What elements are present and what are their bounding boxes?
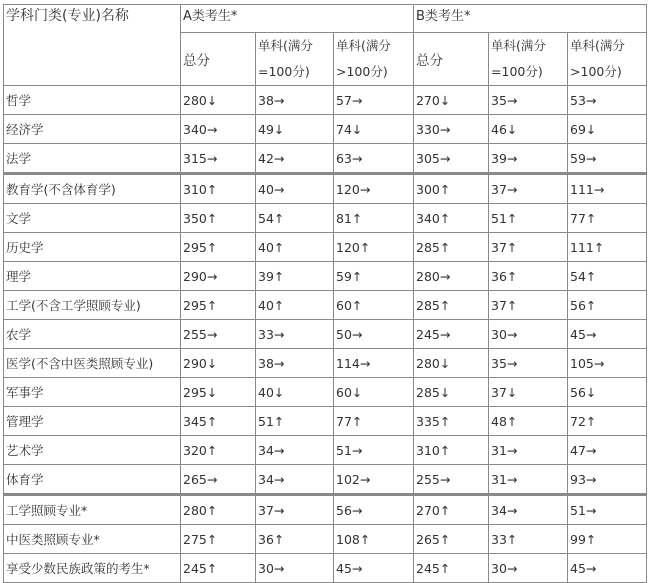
subject-cell: 教育学(不含体育学) — [4, 174, 181, 204]
score-cell-b-total: 285↑ — [414, 233, 489, 262]
score-cell-a-total: 295↑ — [181, 291, 256, 320]
table-row — [4, 204, 647, 233]
score-cell-a-gt100: 57→ — [334, 86, 414, 115]
score-cell-a-total: 290→ — [181, 262, 256, 291]
score-cell-a-gt100: 74↓ — [334, 115, 414, 144]
score-cell-a-gt100: 120↑ — [334, 233, 414, 262]
score-cell-b-gt100: 53→ — [568, 86, 647, 115]
score-cell-a-total: 245↑ — [181, 554, 256, 583]
score-cell-b-total: 270↓ — [414, 86, 489, 115]
score-cell-a-eq100: 40↓ — [256, 378, 334, 407]
a-single-eq100-header — [256, 33, 334, 86]
score-cell-a-gt100: 77↑ — [334, 407, 414, 436]
score-cell-a-eq100: 30→ — [256, 554, 334, 583]
header-line: >100分) — [336, 64, 388, 79]
score-cell-b-eq100: 46↓ — [489, 115, 568, 144]
score-cell-a-total: 345↑ — [181, 407, 256, 436]
score-cell-a-total: 295↓ — [181, 378, 256, 407]
score-cell-a-eq100: 38→ — [256, 349, 334, 378]
score-cell-a-total: 280↑ — [181, 495, 256, 525]
table-row — [4, 495, 647, 525]
score-cell-b-total: 335↑ — [414, 407, 489, 436]
subject-cell: 军事学 — [4, 378, 181, 407]
score-cell-b-eq100: 37→ — [489, 174, 568, 204]
score-cell-b-gt100: 56↓ — [568, 378, 647, 407]
score-cell-b-gt100: 45→ — [568, 554, 647, 583]
score-cell-a-gt100: 59↑ — [334, 262, 414, 291]
score-cell-b-total: 245→ — [414, 320, 489, 349]
score-cell-a-total: 255→ — [181, 320, 256, 349]
group-b-header: B类考生* — [414, 5, 647, 33]
score-cell-b-eq100: 39→ — [489, 144, 568, 174]
score-cell-a-gt100: 63→ — [334, 144, 414, 174]
score-cell-a-total: 290↓ — [181, 349, 256, 378]
subject-cell: 文学 — [4, 204, 181, 233]
table-row — [4, 262, 647, 291]
score-cell-b-eq100: 31→ — [489, 465, 568, 495]
score-cell-a-eq100: 36↑ — [256, 525, 334, 554]
score-cell-a-eq100: 40→ — [256, 174, 334, 204]
score-cell-a-gt100: 51→ — [334, 436, 414, 465]
b-single-eq100-header — [489, 33, 568, 86]
header-line: =100分) — [491, 64, 543, 79]
subject-cell: 法学 — [4, 144, 181, 174]
table-row — [4, 115, 647, 144]
table-row — [4, 233, 647, 262]
score-cell-b-total: 280↓ — [414, 349, 489, 378]
score-cell-a-gt100: 60↓ — [334, 378, 414, 407]
score-cell-b-eq100: 35→ — [489, 349, 568, 378]
score-cell-a-gt100: 45→ — [334, 554, 414, 583]
score-cell-a-gt100: 50→ — [334, 320, 414, 349]
score-cell-b-eq100: 51↑ — [489, 204, 568, 233]
score-cell-b-eq100: 34→ — [489, 495, 568, 525]
table-row — [4, 378, 647, 407]
score-cell-a-total: 275↑ — [181, 525, 256, 554]
table-row — [4, 436, 647, 465]
score-cell-a-gt100: 120→ — [334, 174, 414, 204]
subject-cell: 历史学 — [4, 233, 181, 262]
score-cell-a-total: 350↑ — [181, 204, 256, 233]
score-cell-a-eq100: 40↑ — [256, 291, 334, 320]
score-cell-b-gt100: 72↑ — [568, 407, 647, 436]
score-cell-a-total: 265→ — [181, 465, 256, 495]
score-cell-a-eq100: 54↑ — [256, 204, 334, 233]
table-row — [4, 320, 647, 349]
a-single-gt100-header — [334, 33, 414, 86]
score-cell-b-total: 300↑ — [414, 174, 489, 204]
subject-cell: 哲学 — [4, 86, 181, 115]
score-cell-b-total: 245↑ — [414, 554, 489, 583]
score-cell-a-gt100: 56→ — [334, 495, 414, 525]
score-line-table — [3, 4, 647, 583]
score-cell-a-eq100: 49↓ — [256, 115, 334, 144]
score-cell-b-eq100: 48↑ — [489, 407, 568, 436]
score-cell-a-eq100: 38→ — [256, 86, 334, 115]
table-body — [4, 86, 647, 583]
score-cell-a-eq100: 37→ — [256, 495, 334, 525]
score-cell-b-gt100: 59→ — [568, 144, 647, 174]
table-row — [4, 144, 647, 174]
score-cell-a-total: 340→ — [181, 115, 256, 144]
score-cell-a-gt100: 108↑ — [334, 525, 414, 554]
score-cell-a-eq100: 33→ — [256, 320, 334, 349]
score-cell-b-total: 285↓ — [414, 378, 489, 407]
score-cell-a-gt100: 60↑ — [334, 291, 414, 320]
score-cell-b-gt100: 51→ — [568, 495, 647, 525]
score-cell-b-eq100: 37↓ — [489, 378, 568, 407]
score-cell-b-gt100: 54↑ — [568, 262, 647, 291]
score-cell-b-gt100: 69↓ — [568, 115, 647, 144]
table-row — [4, 291, 647, 320]
score-cell-b-eq100: 30→ — [489, 320, 568, 349]
subject-cell: 工学(不含工学照顾专业) — [4, 291, 181, 320]
score-cell-a-total: 295↑ — [181, 233, 256, 262]
score-cell-b-eq100: 33↑ — [489, 525, 568, 554]
subject-cell: 中医类照顾专业* — [4, 525, 181, 554]
score-cell-b-eq100: 37↑ — [489, 291, 568, 320]
score-cell-b-total: 265↑ — [414, 525, 489, 554]
header-line: 单科(满分 — [570, 38, 625, 53]
header-line: 单科(满分 — [258, 38, 313, 53]
score-cell-b-total: 255→ — [414, 465, 489, 495]
subject-cell: 艺术学 — [4, 436, 181, 465]
table-row — [4, 174, 647, 204]
score-cell-a-total: 315→ — [181, 144, 256, 174]
score-cell-a-eq100: 34→ — [256, 436, 334, 465]
header-line: 单科(满分 — [491, 38, 546, 53]
score-cell-b-gt100: 45→ — [568, 320, 647, 349]
table-row — [4, 86, 647, 115]
subject-cell: 享受少数民族政策的考生* — [4, 554, 181, 583]
score-cell-a-eq100: 40↑ — [256, 233, 334, 262]
score-cell-b-gt100: 111→ — [568, 174, 647, 204]
table-row — [4, 554, 647, 583]
header-line: >100分) — [570, 64, 622, 79]
score-cell-b-total: 340↑ — [414, 204, 489, 233]
score-cell-a-eq100: 39↑ — [256, 262, 334, 291]
score-cell-b-eq100: 30→ — [489, 554, 568, 583]
score-cell-b-total: 310↑ — [414, 436, 489, 465]
score-cell-b-total: 330→ — [414, 115, 489, 144]
score-cell-b-gt100: 77↑ — [568, 204, 647, 233]
subject-cell: 体育学 — [4, 465, 181, 495]
score-cell-a-eq100: 34→ — [256, 465, 334, 495]
score-cell-a-total: 320↑ — [181, 436, 256, 465]
score-cell-b-gt100: 99↑ — [568, 525, 647, 554]
table-row — [4, 407, 647, 436]
subject-cell: 工学照顾专业* — [4, 495, 181, 525]
score-cell-a-total: 310↑ — [181, 174, 256, 204]
subject-cell: 农学 — [4, 320, 181, 349]
b-single-gt100-header — [568, 33, 647, 86]
score-cell-b-total: 285↑ — [414, 291, 489, 320]
subject-cell: 经济学 — [4, 115, 181, 144]
subject-cell: 理学 — [4, 262, 181, 291]
header-line: 单科(满分 — [336, 38, 391, 53]
subject-cell: 医学(不含中医类照顾专业) — [4, 349, 181, 378]
score-cell-b-eq100: 36↑ — [489, 262, 568, 291]
score-cell-a-gt100: 102→ — [334, 465, 414, 495]
score-cell-a-gt100: 114→ — [334, 349, 414, 378]
subject-column-header: 学科门类(专业)名称 — [4, 5, 181, 86]
table-row — [4, 349, 647, 378]
score-cell-b-eq100: 31→ — [489, 436, 568, 465]
group-a-header: A类考生* — [181, 5, 414, 33]
score-cell-b-total: 270↑ — [414, 495, 489, 525]
score-cell-b-gt100: 56↑ — [568, 291, 647, 320]
score-cell-b-gt100: 105→ — [568, 349, 647, 378]
score-cell-b-total: 280→ — [414, 262, 489, 291]
score-cell-b-total: 305→ — [414, 144, 489, 174]
score-cell-b-eq100: 35→ — [489, 86, 568, 115]
b-total-header: 总分 — [414, 33, 489, 86]
header-line: =100分) — [258, 64, 310, 79]
score-cell-b-gt100: 111↑ — [568, 233, 647, 262]
score-cell-a-total: 280↓ — [181, 86, 256, 115]
score-cell-b-eq100: 37↑ — [489, 233, 568, 262]
table-row — [4, 465, 647, 495]
score-cell-a-gt100: 81↑ — [334, 204, 414, 233]
score-cell-a-eq100: 51↑ — [256, 407, 334, 436]
score-cell-b-gt100: 93→ — [568, 465, 647, 495]
subject-cell: 管理学 — [4, 407, 181, 436]
score-cell-b-gt100: 47→ — [568, 436, 647, 465]
a-total-header: 总分 — [181, 33, 256, 86]
score-cell-a-eq100: 42→ — [256, 144, 334, 174]
table-row — [4, 525, 647, 554]
